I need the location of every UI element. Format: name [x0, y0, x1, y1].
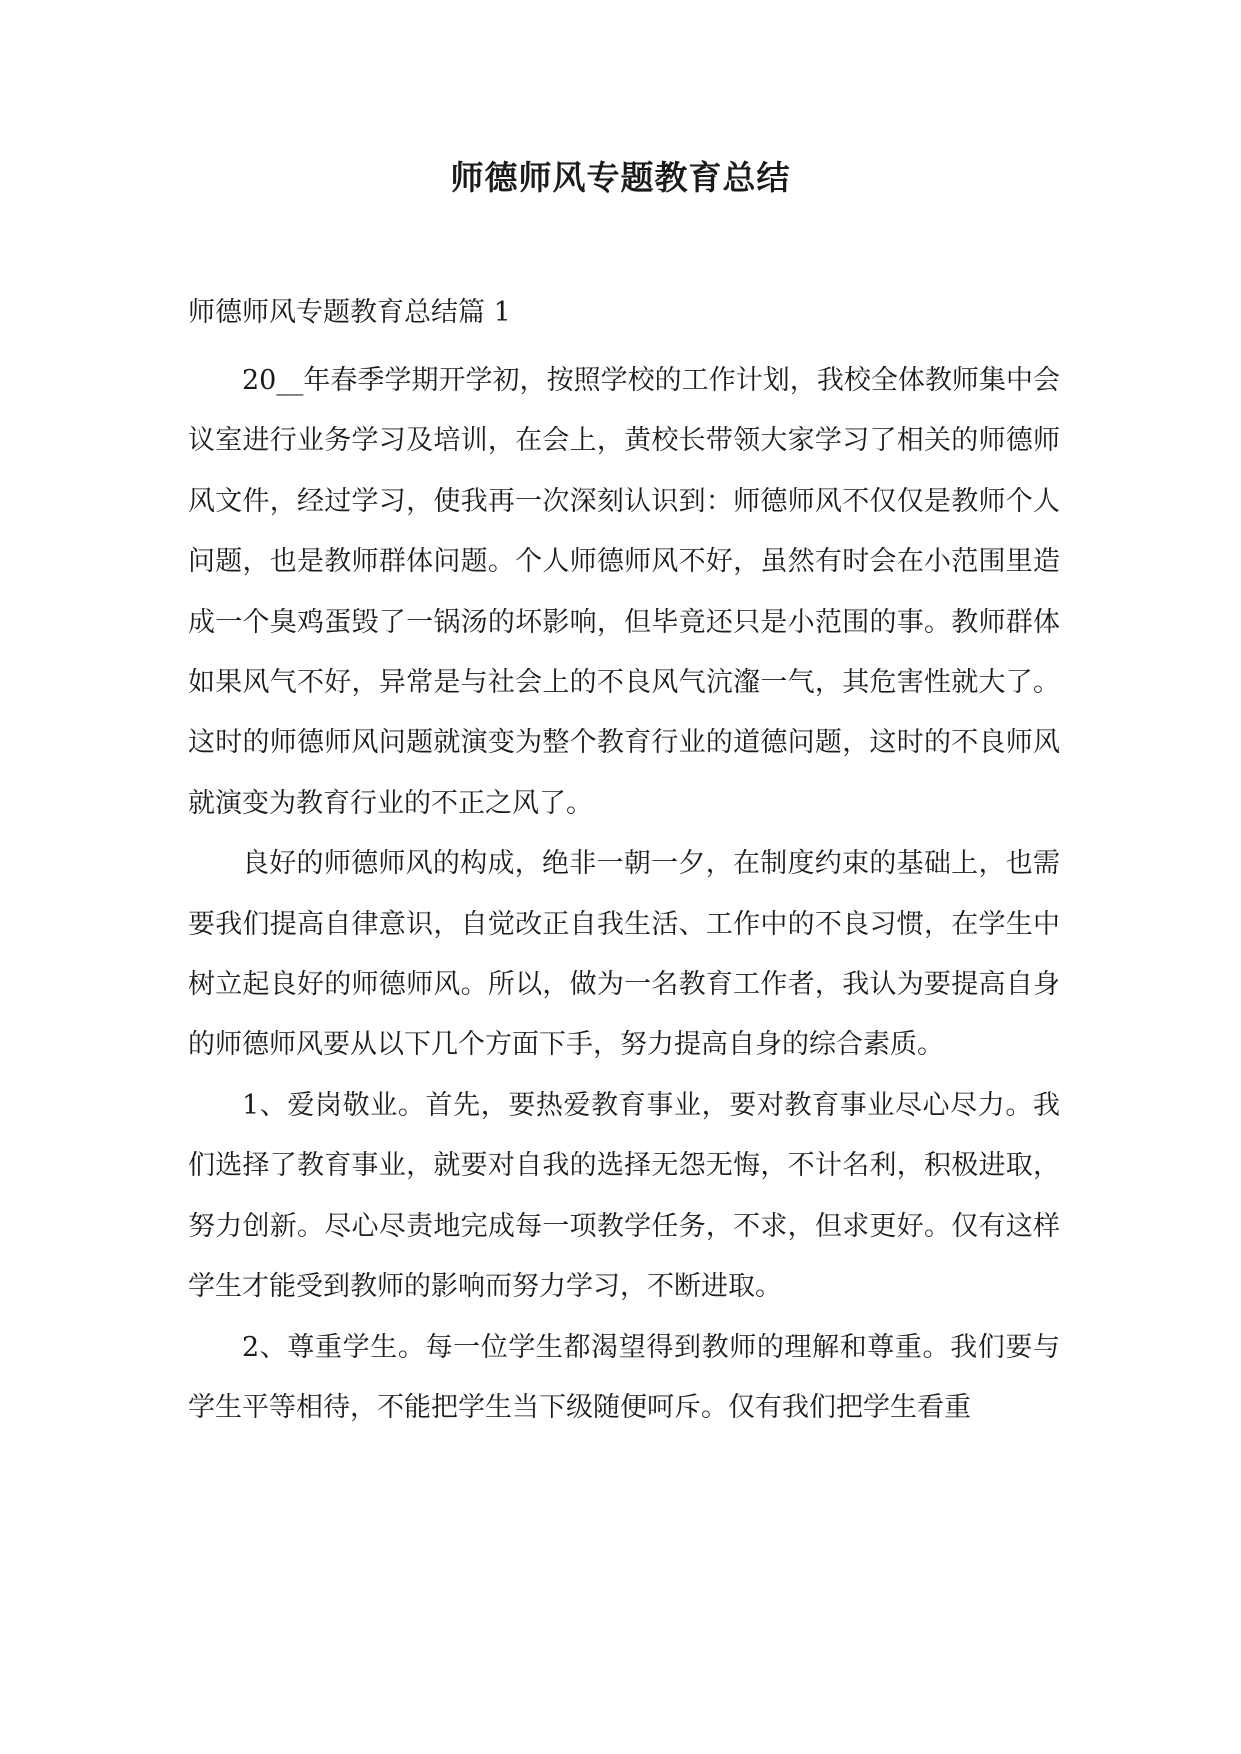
body-paragraph: 良好的师德师风的构成，绝非一朝一夕，在制度约束的基础上，也需要我们提高自律意识，自觉改正自我生活、工作中的不良习惯，在学生中树立起良好的师德师风。所以，做为一名教育工作者，我认为要提高自身的师德师风要从以下几个方面下手，努力提高自身的综合素质。 [188, 848, 1060, 1061]
document-title: 师德师风专题教育总结 [450, 158, 791, 197]
body-paragraph: 2、尊重学生。每一位学生都渴望得到教师的理解和尊重。我们要与学生平等相待，不能把学生当下级随便呵斥。仅有我们把学生看重 [188, 1331, 1060, 1423]
section-heading: 师德师风专题教育总结篇 1 [188, 297, 511, 328]
body-paragraph: 1、爱岗敬业。首先，要热爱教育事业，要对教育事业尽心尽力。我们选择了教育事业，就要对自我的选择无怨无悔，不计名利，积极进取，努力创新。尽心尽责地完成每一项教学任务，不求，但求更好。仅有这样学生才能受到教师的影响而努力学习，不断进取。 [188, 1089, 1060, 1303]
body-paragraph: 20__年春季学期开学初，按照学校的工作计划，我校全体教师集中会议室进行业务学习及培训，在会上，黄校长带领大家学习了相关的师德师风文件，经过学习，使我再一次深刻认识到：师德师风不仅仅是教师个人问题，也是教师群体问题。个人师德师风不好，虽然有时会在小范围里造成一个臭鸡蛋毁了一锅汤的坏影响，但毕竟还只是小范围的事。教师群体如果风气不好，异常是与社会上的不良风气沆瀣一气，其危害性就大了。这时的师德师风问题就演变为整个教育行业的道德问题，这时的不良师风就演变为教育行业的不正之风了。 [188, 365, 1060, 819]
document-body [188, 293, 1060, 1438]
